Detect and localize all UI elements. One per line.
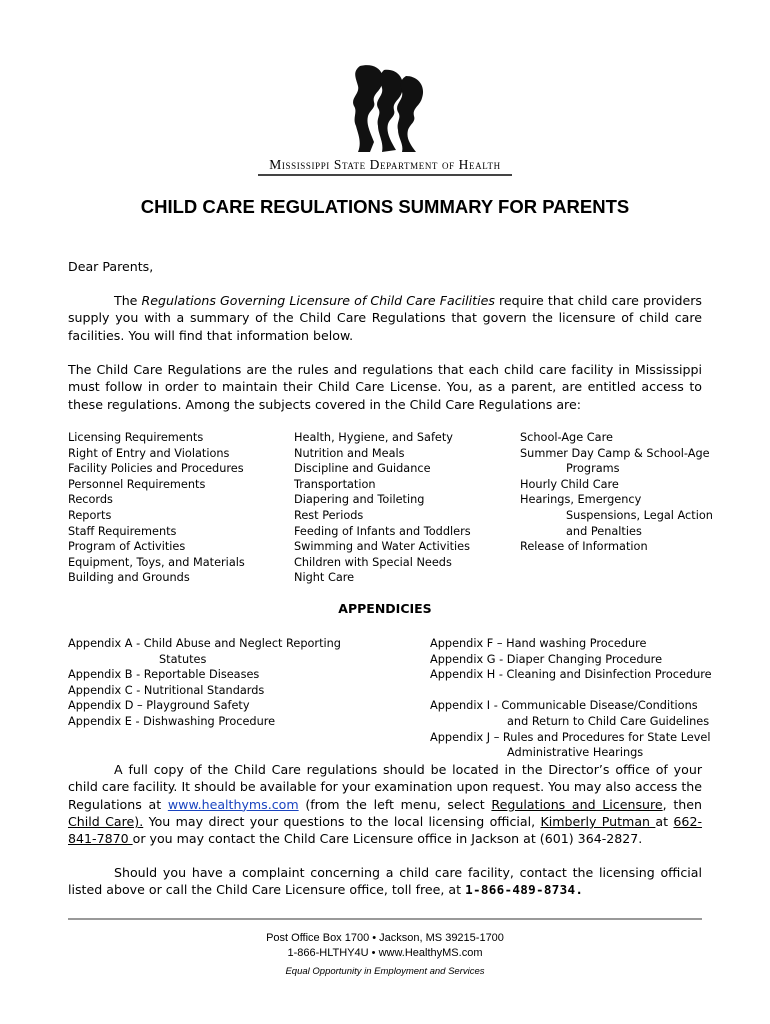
regulations-title: Regulations Governing Licensure of Child Care Facilities (141, 293, 495, 308)
page-title: CHILD CARE REGULATIONS SUMMARY FOR PARENTS (140, 196, 630, 217)
subjects-column-3 (520, 430, 713, 555)
list-item: Health, Hygiene, and Safety (294, 431, 453, 444)
appendix-item: Appendix G - Diaper Changing Procedure (430, 652, 663, 666)
intro-rest: require that child care providers supply you with a summary of the Child Care Regulations that govern the licensure of child care facilities. You will find that information below. (68, 293, 702, 343)
list-item: Programs (566, 462, 620, 476)
profiles-logo-icon (340, 62, 432, 156)
list-item: Feeding of Infants and Toddlers (294, 524, 471, 538)
org-name: Mississippi State Department of Health (269, 157, 501, 172)
list-item: Hearings, Emergency (520, 493, 642, 507)
toll-free-phone: 1-866-489-8734. (465, 882, 584, 898)
appendix-item: Appendix C - Nutritional Standards (68, 683, 265, 697)
list-item: Personnel Requirements (68, 477, 206, 491)
list-item: Transportation (294, 477, 376, 491)
healthyms-link[interactable]: www.healthyms.com (167, 796, 299, 812)
appendix-item: Appendix B - Reportable Diseases (68, 668, 260, 682)
appendix-item: and Return to Child Care Guidelines (507, 714, 710, 728)
appendices-heading: APPENDICIES (338, 601, 432, 616)
list-item: Hourly Child Care (520, 477, 619, 491)
greeting: Dear Parents, (68, 259, 154, 274)
child-care-menu: Child Care). (68, 813, 144, 829)
intro-paragraph (68, 292, 702, 344)
subjects-column-2 (294, 430, 471, 586)
subjects-column-1 (68, 430, 245, 586)
list-item: and Penalties (566, 524, 642, 538)
list-item: Staff Requirements (68, 524, 177, 538)
list-item: Building and Grounds (68, 571, 190, 585)
list-item: Summer Day Camp & School-Age (520, 446, 710, 460)
list-item: Nutrition and Meals (294, 446, 405, 460)
list-item: Licensing Requirements (68, 431, 204, 444)
list-item: School-Age Care (520, 431, 613, 444)
complaint-paragraph: Should you have a complaint concerning a child care facility, contact the licensing official listed above or call the Child Care Licensure office, toll free, at 1-866-489-8734. (68, 865, 702, 898)
appendix-item: Appendix J – Rules and Procedures for State Level (430, 730, 711, 744)
logo-divider (258, 174, 512, 176)
list-item: Rest Periods (294, 508, 364, 522)
list-item: Diapering and Toileting (294, 493, 425, 507)
footer-address: Post Office Box 1700 • Jackson, MS 39215-1700 (266, 932, 504, 944)
appendix-item: Appendix D – Playground Safety (68, 699, 250, 713)
list-item: Release of Information (520, 540, 648, 554)
list-item: Right of Entry and Violations (68, 446, 230, 460)
appendix-item: Appendix I - Communicable Disease/Conditions (430, 699, 698, 713)
appendices-left (68, 636, 341, 730)
list-item: Program of Activities (68, 540, 186, 554)
appendix-item: Appendix H - Cleaning and Disinfection Procedure (430, 668, 712, 682)
intro-lead: The (114, 293, 142, 308)
access-paragraph: A full copy of the Child Care regulations should be located in the Director’s office of your child care facility. It should be available for your examination upon request. You may also access the Regulations at www.healthyms.com (from the left menu, select Regulations and Licensure, then Child Care). You may direct your questions to the local licensing official, Kimberly Putman at 662-841-7870 or you may contact the Child Care Licensure office in Jackson at (601) 364-2827. (68, 762, 703, 847)
regulations-licensure-menu: Regulations and Licensure (491, 796, 663, 812)
list-item: Night Care (294, 571, 355, 585)
appendix-item: Appendix A - Child Abuse and Neglect Reporting (68, 637, 341, 650)
list-item: Swimming and Water Activities (294, 540, 470, 554)
list-item: Suspensions, Legal Action (566, 508, 713, 522)
list-item: Children with Special Needs (294, 555, 452, 569)
appendix-item: Appendix E - Dishwashing Procedure (68, 714, 276, 728)
footer-tagline: Equal Opportunity in Employment and Services (285, 966, 485, 977)
footer-contact: 1-866-HLTHY4U • www.HealthyMS.com (287, 947, 483, 959)
appendix-item: Statutes (159, 652, 207, 666)
list-item: Facility Policies and Procedures (68, 462, 244, 476)
regulations-paragraph: The Child Care Regulations are the rules and regulations that each child care facility in Mississippi must follow in order to maintain their Child Care License. You, as a parent, are entitled access to these regulations. Among the subjects covered in the Child Care Regulations are: (68, 362, 702, 412)
footer-divider (68, 918, 702, 920)
appendices-right (430, 636, 712, 761)
list-item: Records (68, 493, 113, 507)
list-item: Reports (68, 508, 112, 522)
appendix-item: Appendix F – Hand washing Procedure (430, 637, 647, 650)
appendix-item: Administrative Hearings (507, 746, 644, 760)
list-item: Discipline and Guidance (294, 462, 431, 476)
list-item: Equipment, Toys, and Materials (68, 555, 245, 569)
licensing-official-name: Kimberly Putman (540, 813, 656, 829)
licensing-official-phone: 662-841-7870 (68, 813, 703, 847)
